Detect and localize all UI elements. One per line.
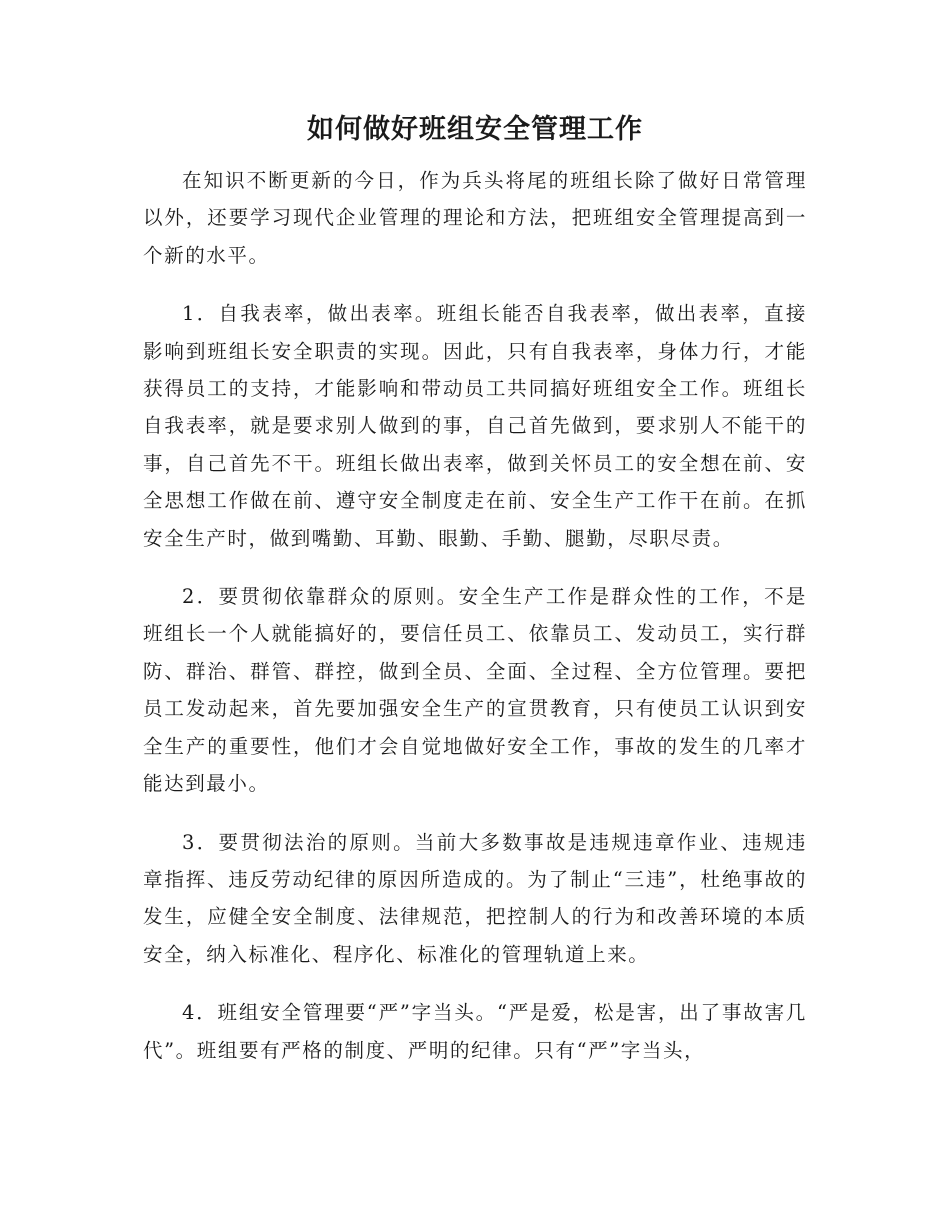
paragraph-1: 1．自我表率，做出表率。班组长能否自我表率，做出表率，直接影响到班组长安全职责的实现。因此，只有自我表率，身体力行，才能获得员工的支持，才能影响和带动员工共同搞好班组安全工作。班组长自我表率，就是要求别人做到的事，自己首先做到，要求别人不能干的事，自己首先不干。班组长做出表率，做到关怀员工的安全想在前、安全思想工作做在前、遵守安全制度走在前、安全生产工作干在前。在抓安全生产时，做到嘴勤、耳勤、眼勤、手勤、腿勤，尽职尽责。 [143, 302, 807, 550]
paragraph-3: 3．要贯彻法治的原则。当前大多数事故是违规违章作业、违规违章指挥、违反劳动纪律的原因所造成的。为了制止“三违”，杜绝事故的发生，应健全安全制度、法律规范，把控制人的行为和改善环境的本质安全，纳入标准化、程序化、标准化的管理轨道上来。 [143, 830, 807, 966]
document-title: 如何做好班组安全管理工作 [307, 114, 643, 145]
document-body [143, 162, 807, 1090]
paragraph-4: 4．班组安全管理要“严”字当头。“严是爱，松是害，出了事故害几代”。班组要有严格的制度、严明的纪律。只有“严”字当头， [143, 1001, 807, 1062]
intro-paragraph: 在知识不断更新的今日，作为兵头将尾的班组长除了做好日常管理以外，还要学习现代企业管理的理论和方法，把班组安全管理提高到一个新的水平。 [143, 169, 807, 267]
paragraph-2: 2．要贯彻依靠群众的原则。安全生产工作是群众性的工作，不是班组长一个人就能搞好的，要信任员工、依靠员工、发动员工，实行群防、群治、群管、群控，做到全员、全面、全过程、全方位管理。要把员工发动起来，首先要加强安全生产的宣贯教育，只有使员工认识到安全生产的重要性，他们才会自觉地做好安全工作，事故的发生的几率才能达到最小。 [143, 585, 807, 796]
